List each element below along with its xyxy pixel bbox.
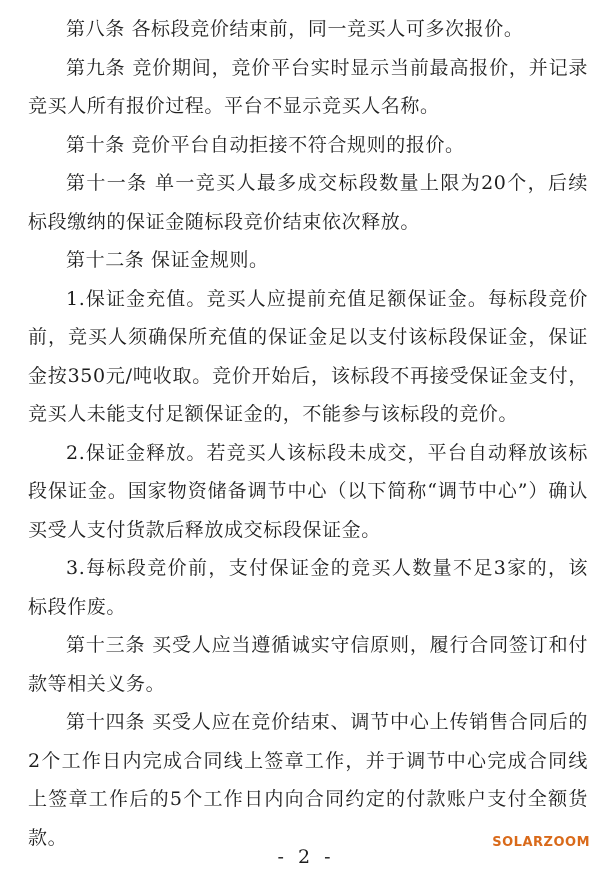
article-12: 第十二条 保证金规则。 (66, 249, 269, 271)
article-12-item-3: 3.每标段竞价前，支付保证金的竞买人数量不足3家的，该标段作废。 (28, 557, 588, 618)
article-14: 第十四条 买受人应在竞价结束、调节中心上传销售合同后的2个工作日内完成合同线上签章工作，并于调节中心完成合同线上签章工作后的5个工作日内向合同约定的付款账户支付全额货款。 (28, 711, 588, 849)
article-10: 第十条 竞价平台自动拒接不符合规则的报价。 (66, 133, 465, 156)
article-11: 第十一条 单一竞买人最多成交标段数量上限为20个，后续标段缴纳的保证金随标段竞价结束依次释放。 (28, 172, 588, 233)
article-13: 第十三条 买受人应当遵循诚实守信原则，履行合同签订和付款等相关义务。 (28, 634, 588, 695)
page-number: - 2 - (277, 846, 335, 868)
article-9: 第九条 竞价期间，竞价平台实时显示当前最高报价，并记录竞买人所有报价过程。平台不显示竞买人名称。 (28, 56, 588, 117)
article-12-item-2: 2.保证金释放。若竞买人该标段未成交，平台自动释放该标段保证金。国家物资储备调节中心（以下简称“调节中心”）确认买受人支付货款后释放成交标段保证金。 (28, 441, 588, 541)
article-12-item-1: 1.保证金充值。竞买人应提前充值足额保证金。每标段竞价前，竞买人须确保所充值的保证金足以支付该标段保证金，保证金按350元/吨收取。竞价开始后，该标段不再接受保证金支付，竞买人未能支付足额保证金的，不能参与该标段的竞价。 (28, 287, 588, 425)
article-8: 第八条 各标段竞价结束前，同一竞买人可多次报价。 (66, 18, 524, 40)
watermark-logo: SOLARZOOM (492, 835, 590, 850)
